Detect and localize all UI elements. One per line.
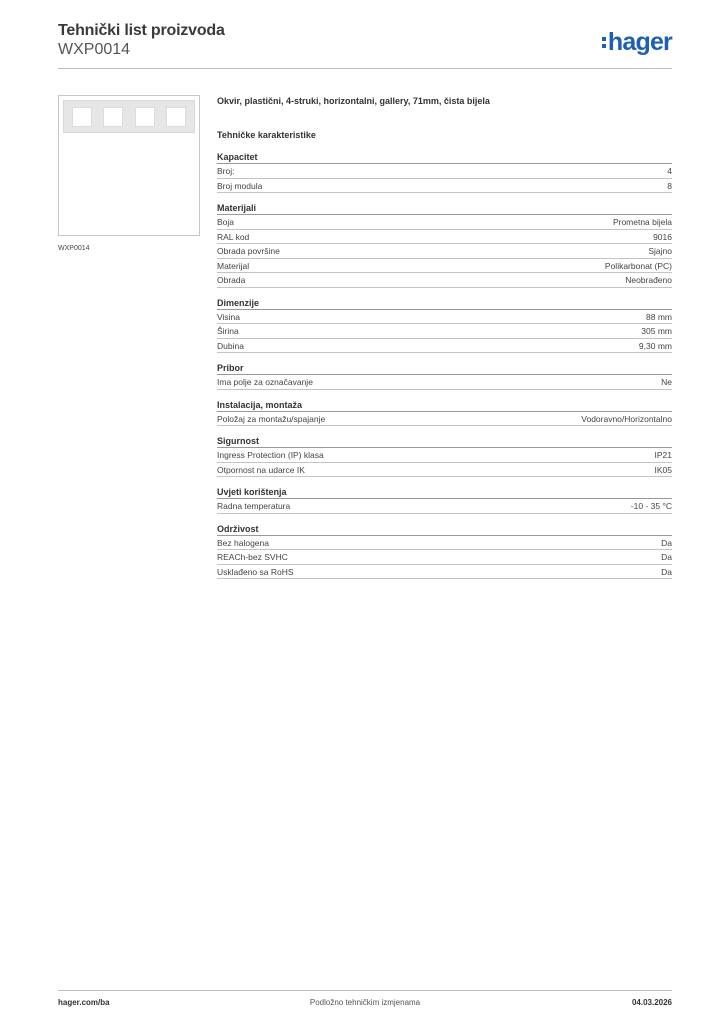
spec-group [217, 203, 672, 288]
spec-group-title: Pribor [217, 363, 672, 375]
spec-row [217, 448, 672, 463]
spec-group-title: Uvjeti korištenja [217, 487, 672, 499]
footer-divider [58, 990, 672, 991]
spec-value: Polikarbonat (PC) [604, 260, 672, 271]
spec-row [217, 310, 672, 325]
spec-row [217, 463, 672, 478]
spec-value: IK05 [654, 464, 672, 475]
spec-row [217, 230, 672, 245]
spec-group [217, 487, 672, 514]
spec-row [217, 565, 672, 580]
spec-label: Broj: [217, 166, 235, 176]
spec-group [217, 298, 672, 354]
spec-value: Neobrađeno [625, 275, 672, 285]
header-divider [58, 68, 672, 69]
frame-opening [103, 107, 123, 127]
spec-value: Vodoravno/Horizontalno [581, 413, 672, 424]
spec-label: Broj modula [217, 180, 263, 191]
spec-row [217, 164, 672, 179]
spec-row [217, 375, 672, 390]
footer-website: hager.com/ba [58, 998, 110, 1007]
spec-group [217, 436, 672, 477]
spec-row [217, 273, 672, 288]
spec-value: Da [661, 537, 672, 548]
product-title: Okvir, plastični, 4-struki, horizontalni, gallery, 71mm, čista bijela [217, 96, 490, 106]
spec-label: Širina [217, 326, 239, 336]
spec-value: 88 mm [646, 311, 672, 322]
product-code: WXP0014 [58, 41, 131, 58]
spec-content [217, 96, 672, 579]
spec-row [217, 412, 672, 427]
spec-group-title: Dimenzije [217, 298, 672, 310]
spec-group [217, 152, 672, 193]
spec-label: Položaj za montažu/spajanje [217, 413, 326, 424]
spec-value: Ne [661, 377, 672, 387]
spec-label: RAL kod [217, 231, 250, 242]
document-header [58, 22, 672, 70]
spec-row [217, 215, 672, 230]
spec-row [217, 324, 672, 339]
spec-row [217, 499, 672, 514]
spec-group-title: Materijali [217, 203, 672, 215]
logo-colon-icon [602, 37, 606, 48]
spec-label: Otpornost na udarce IK [217, 464, 305, 475]
spec-group [217, 363, 672, 390]
spec-group-title: Instalacija, montaža [217, 400, 672, 412]
hager-logo [602, 30, 672, 55]
spec-value: IP21 [654, 450, 672, 460]
spec-row [217, 339, 672, 354]
spec-value: Da [661, 552, 672, 562]
product-image [58, 95, 200, 236]
spec-value: 8 [667, 180, 672, 191]
spec-value: 9016 [653, 231, 672, 242]
spec-group-title: Sigurnost [217, 436, 672, 448]
spec-value: 9,30 mm [638, 340, 672, 351]
spec-group [217, 524, 672, 580]
spec-value: Sjajno [648, 246, 672, 256]
spec-group-title: Održivost [217, 524, 672, 536]
spec-label: Materijal [217, 260, 250, 271]
spec-row [217, 536, 672, 551]
document-title: Tehnički list proizvoda [58, 22, 225, 39]
logo-text: hager [607, 28, 672, 56]
spec-row [217, 550, 672, 565]
section-heading: Tehničke karakteristike [217, 130, 316, 140]
footer-note: Podložno tehničkim izmjenama [309, 998, 421, 1007]
spec-row [217, 244, 672, 259]
spec-value: 305 mm [641, 326, 672, 336]
frame-illustration [63, 100, 195, 133]
spec-label: REACh-bez SVHC [217, 552, 288, 562]
spec-value: Da [661, 566, 672, 577]
frame-opening [135, 107, 155, 127]
spec-row [217, 179, 672, 194]
spec-row [217, 259, 672, 274]
spec-label: Radna temperatura [217, 501, 291, 511]
spec-label: Boja [217, 217, 235, 227]
spec-group-title: Kapacitet [217, 152, 672, 164]
spec-label: Usklađeno sa RoHS [217, 566, 294, 577]
frame-opening [72, 107, 92, 127]
spec-label: Obrada površine [217, 246, 280, 256]
spec-label: Bez halogena [217, 537, 269, 548]
spec-value: 4 [667, 166, 672, 176]
footer-date: 04.03.2026 [631, 998, 672, 1007]
spec-label: Visina [217, 311, 240, 322]
spec-value: -10 - 35 °C [630, 501, 672, 511]
spec-value: Prometna bijela [612, 217, 672, 227]
spec-label: Obrada [217, 275, 246, 285]
spec-label: Ima polje za označavanje [217, 377, 313, 387]
spec-group [217, 400, 672, 427]
spec-groups [217, 152, 672, 579]
image-caption: WXP0014 [58, 245, 90, 252]
spec-label: Ingress Protection (IP) klasa [217, 450, 324, 460]
spec-label: Dubina [217, 340, 244, 351]
frame-opening [166, 107, 186, 127]
